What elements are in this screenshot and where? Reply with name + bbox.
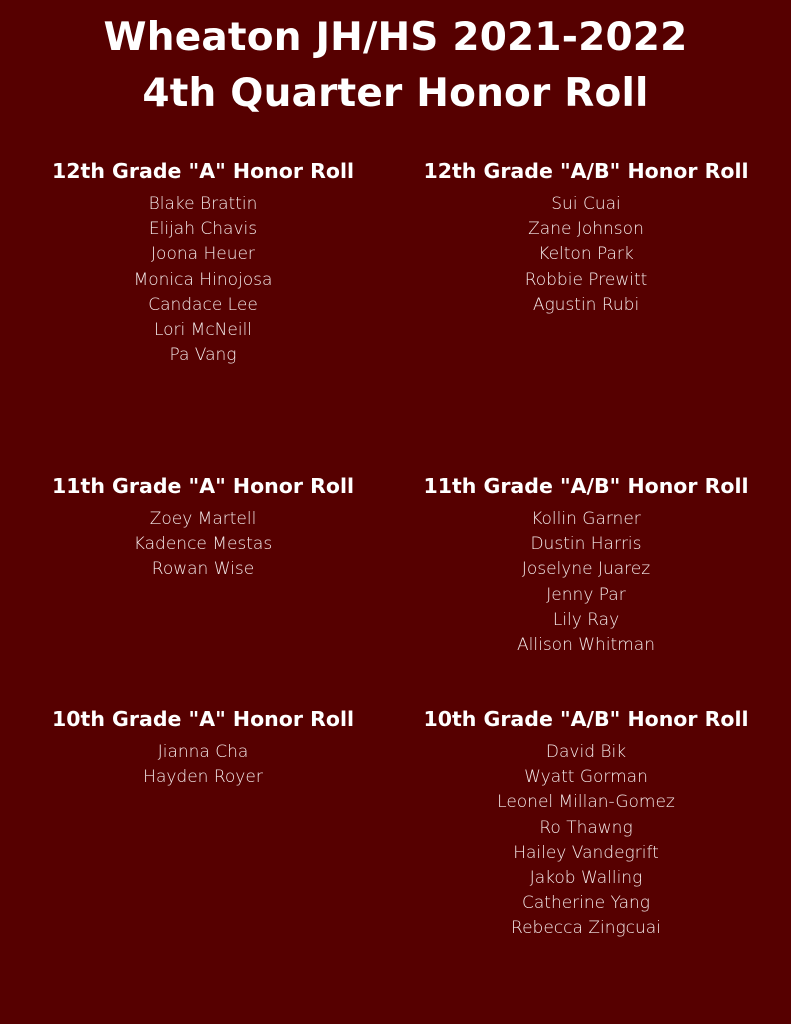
student-name: Rowan Wise [151, 559, 255, 580]
student-name: Hailey Vandegrift [513, 842, 659, 863]
student-name: Lily Ray [552, 609, 620, 630]
section-heading: 12th Grade "A" Honor Roll [52, 159, 354, 183]
student-name: Sui Cuai [551, 194, 621, 214]
student-name: Monica Hinojosa [133, 269, 273, 290]
section-12th-grade-ab [406, 155, 766, 318]
student-name: Pa Vang [169, 345, 237, 366]
student-name: Lori McNeill [153, 320, 253, 341]
section-heading: 10th Grade "A" Honor Roll [52, 707, 354, 731]
student-name: Leonel Millan-Gomez [497, 792, 675, 813]
student-name: Rebecca Zingcuai [511, 918, 661, 939]
name-list [23, 740, 383, 790]
name-list [23, 192, 383, 368]
student-name: David Bik [545, 742, 627, 762]
section-heading: 10th Grade "A/B" Honor Roll [423, 707, 749, 731]
student-name: Kelton Park [538, 244, 634, 265]
student-name: Joona Heuer [151, 244, 255, 265]
section-heading: 11th Grade "A/B" Honor Roll [423, 474, 749, 498]
student-name: Robbie Prewitt [524, 269, 648, 290]
student-name: Zoey Martell [149, 509, 257, 529]
student-name: Dustin Harris [530, 534, 642, 555]
name-list [23, 507, 383, 583]
section-11th-grade-a [23, 470, 383, 583]
student-name: Joselyne Juarez [521, 559, 651, 580]
section-11th-grade-ab [406, 470, 766, 658]
page-subtitle: 4th Quarter Honor Roll [142, 71, 649, 116]
section-12th-grade-a [23, 155, 383, 368]
name-list [406, 740, 766, 942]
student-name: Jakob Walling [529, 868, 643, 889]
student-name: Candace Lee [148, 294, 258, 315]
student-name: Allison Whitman [517, 635, 655, 656]
name-list [406, 507, 766, 658]
section-heading: 11th Grade "A" Honor Roll [52, 474, 354, 498]
student-name: Blake Brattin [148, 194, 258, 214]
section-10th-grade-ab [406, 703, 766, 942]
student-name: Jianna Cha [157, 742, 249, 762]
student-name: Wyatt Gorman [524, 767, 648, 788]
student-name: Jenny Par [546, 584, 626, 605]
student-name: Kadence Mestas [133, 534, 273, 555]
name-list [406, 192, 766, 318]
student-name: Kollin Garner [531, 509, 641, 529]
student-name: Agustin Rubi [532, 294, 640, 315]
section-10th-grade-a [23, 703, 383, 790]
page-title: Wheaton JH/HS 2021-2022 [103, 15, 688, 60]
student-name: Catherine Yang [522, 893, 650, 914]
student-name: Ro Thawng [539, 817, 633, 838]
student-name: Elijah Chavis [148, 219, 258, 240]
student-name: Hayden Royer [143, 767, 263, 788]
student-name: Zane Johnson [528, 219, 644, 240]
section-heading: 12th Grade "A/B" Honor Roll [423, 159, 749, 183]
